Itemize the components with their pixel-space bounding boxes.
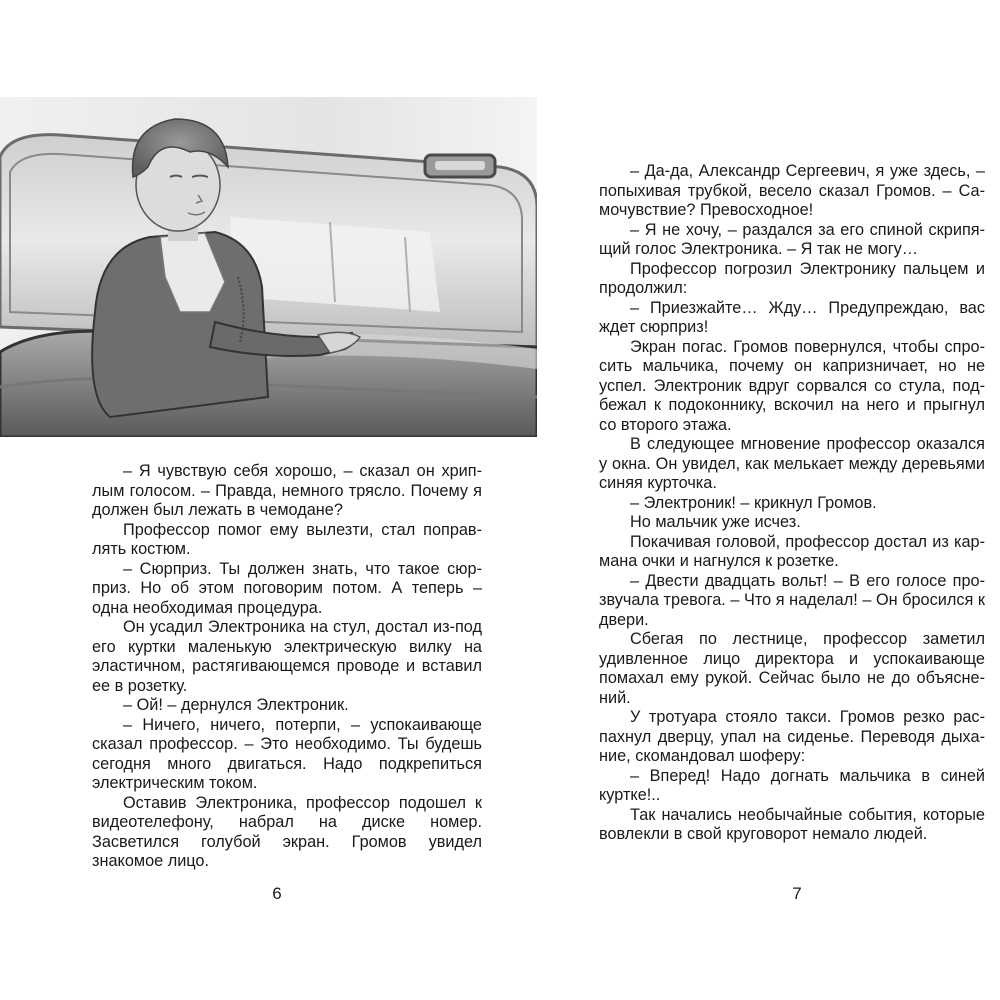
paragraph: – Электроник! – крикнул Громов. [630, 493, 877, 512]
page-number: 6 [272, 884, 282, 903]
paragraph: – Я не хочу, – раздался за его спиной скрипящий голос Электроника. – Я так не могу… [599, 220, 985, 258]
paragraph: В следующее мгновение профессор оказался у окна. Он увидел, как мелькает между деревьями синяя курточка. [599, 435, 985, 492]
paragraph: – Сюрприз. Ты должен знать, что такое сюрприз. Но об этом поговорим потом. А теперь – одна необходимая процедура. [92, 559, 482, 617]
paragraph: Сбегая по лестнице, профессор заметил удивленное лицо директора и успокаивающе помахал ему рукой. Сейчас было не до объяснений. [599, 630, 985, 707]
paragraph: – Ничего, ничего, потерпи, – успокаивающе сказал профессор. – Это необходимо. Ты будешь сегодня много двигаться. Надо подкрепиться электрическим током. [92, 715, 482, 792]
paragraph: У тротуара стояло такси. Громов резко распахнул дверцу, упал на сиденье. Переводя дыхание, скомандовал шоферу: [599, 708, 985, 765]
paragraph: Так начались необычайные события, которые вовлекли в свой круговорот немало людей. [599, 805, 985, 843]
right-page [520, 0, 1000, 1000]
paragraph: – Вперед! Надо догнать мальчика в синей куртке!.. [599, 766, 985, 804]
right-page-text [599, 162, 985, 845]
paragraph: Профессор погрозил Электронику пальцем и продолжил: [599, 259, 985, 297]
paragraph: – Приезжайте… Жду… Предупреждаю, вас ждет сюрприз! [599, 298, 985, 336]
paragraph: – Да-да, Александр Сергеевич, я уже здесь, – попыхивая трубкой, весело сказал Громов. – Самочувствие? Превосходное! [599, 162, 985, 219]
illustration-boy-in-suitcase [0, 97, 537, 437]
paragraph: Оставив Электроника, профессор подошел к видеотелефону, набрал на диске номер. Засветился голубой экран. Громов увидел знакомое лицо. [92, 793, 482, 870]
paragraph: Экран погас. Громов повернулся, чтобы спросить мальчика, почему он капризничает, но не успел. Электроник вдруг сорвался со стула, подбежал к подоконнику, вскочил на него и прыгнул со второго этажа. [599, 337, 985, 434]
paragraph: Покачивая головой, профессор достал из кармана очки и нагнулся к розетке. [599, 532, 985, 570]
left-page-text [92, 462, 482, 872]
paragraph: Он усадил Электроника на стул, достал из-под его куртки маленькую электрическую вилку на эластичном, растягивающемся проводе и вставил ее в розетку. [92, 618, 482, 695]
paragraph: – Ой! – дернулся Электроник. [123, 696, 349, 714]
paragraph: Профессор помог ему вылезти, стал поправлять костюм. [92, 520, 482, 558]
paragraph: – Двести двадцать вольт! – В его голосе прозвучала тревога. – Что я наделал! – Он бросился к двери. [599, 571, 985, 629]
paragraph: – Я чувствую себя хорошо, – сказал он хриплым голосом. – Правда, немного трясло. Почему я должен был лежать в чемодане? [92, 462, 482, 519]
paragraph: Но мальчик уже исчез. [630, 513, 801, 531]
page-number: 7 [792, 884, 802, 903]
